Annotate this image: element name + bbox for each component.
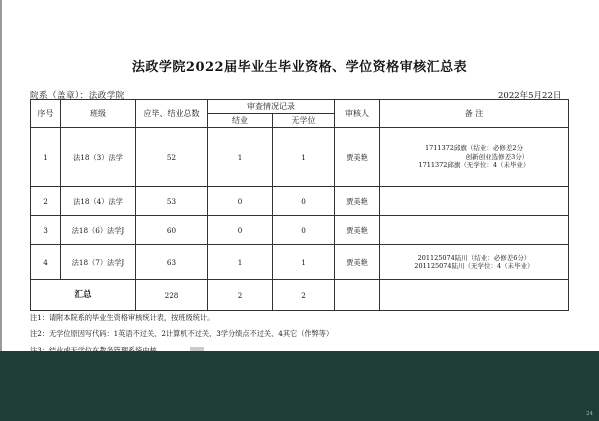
row-no-degree: 1 — [273, 128, 335, 187]
total-no-degree: 2 — [273, 280, 335, 311]
row-reviewer: 贾美艳 — [335, 128, 380, 187]
review-summary-table — [30, 99, 569, 311]
row-no-degree: 0 — [273, 187, 335, 216]
row-remarks — [380, 187, 569, 216]
total-count: 228 — [136, 280, 208, 311]
header-reviewer: 审核人 — [335, 100, 380, 128]
row-total: 53 — [136, 187, 208, 216]
row-class: 法18（4）法学 — [61, 187, 136, 216]
row-remarks — [380, 245, 569, 280]
row-completion: 1 — [208, 128, 273, 187]
table-row — [31, 216, 569, 245]
document-title: 法政学院2022届毕业生毕业资格、学位资格审核汇总表 — [131, 60, 468, 75]
row-seq: 4 — [31, 245, 61, 280]
row-no-degree: 1 — [273, 245, 335, 280]
total-completion: 2 — [208, 280, 273, 311]
row-seq: 3 — [31, 216, 61, 245]
document-date: 2022年5月22日 — [498, 91, 562, 101]
row-class: 法18（3）法学 — [61, 128, 136, 187]
page-number: 24 — [586, 411, 593, 417]
header-completion: 结业 — [208, 114, 273, 128]
row-completion: 0 — [208, 216, 273, 245]
remark-line: 创新创业选修差3分） — [465, 152, 529, 161]
footnote-1: 注1：请附本院系的毕业生资格审核统计表，按班级统计。 — [30, 313, 215, 322]
row-remarks — [380, 216, 569, 245]
header-no-degree: 无学位 — [273, 114, 335, 128]
row-seq: 2 — [31, 187, 61, 216]
row-completion: 0 — [208, 187, 273, 216]
row-class: 法18（6）法学J — [61, 216, 136, 245]
total-remarks — [380, 280, 569, 311]
row-no-degree: 0 — [273, 216, 335, 245]
table-row — [31, 187, 569, 216]
table-row — [31, 128, 569, 187]
row-reviewer: 贾美艳 — [335, 187, 380, 216]
row-total: 63 — [136, 245, 208, 280]
total-reviewer — [335, 280, 380, 311]
row-seq: 1 — [31, 128, 61, 187]
remark-line: 1711372邱旗（无学位：4（未毕业） — [418, 161, 530, 170]
row-completion: 1 — [208, 245, 273, 280]
row-remarks — [380, 128, 569, 187]
header-class: 班级 — [61, 100, 136, 128]
remark-line: 1711372邱旗（结业：必修差2分 — [424, 144, 524, 153]
header-seq: 序号 — [31, 100, 61, 128]
row-class: 法18（7）法学J — [61, 245, 136, 280]
total-label: 汇总 — [31, 280, 136, 311]
remark-line: 201125074陆川（无学位：4（未毕业） — [414, 262, 534, 270]
dark-overlay-panel — [0, 351, 599, 421]
row-reviewer: 贾美艳 — [335, 245, 380, 280]
footnote-2: 注2：无学位原因写代码：1英语不过关、2计算机不过关、3学分绩点不过关、4其它（作弊等） — [30, 329, 334, 338]
row-reviewer: 贾美艳 — [335, 216, 380, 245]
row-total: 52 — [136, 128, 208, 187]
total-row — [31, 280, 569, 311]
header-remarks: 备 注 — [380, 100, 569, 128]
remark-line: 201125074陆川（结业：必修差6分） — [417, 253, 531, 262]
row-total: 60 — [136, 216, 208, 245]
department-line: 院系（盖章）：法政学院 — [30, 91, 125, 101]
header-review-group: 审查情况记录 — [208, 100, 335, 114]
table-row — [31, 245, 569, 280]
header-total: 应毕、结业总数 — [136, 100, 208, 128]
